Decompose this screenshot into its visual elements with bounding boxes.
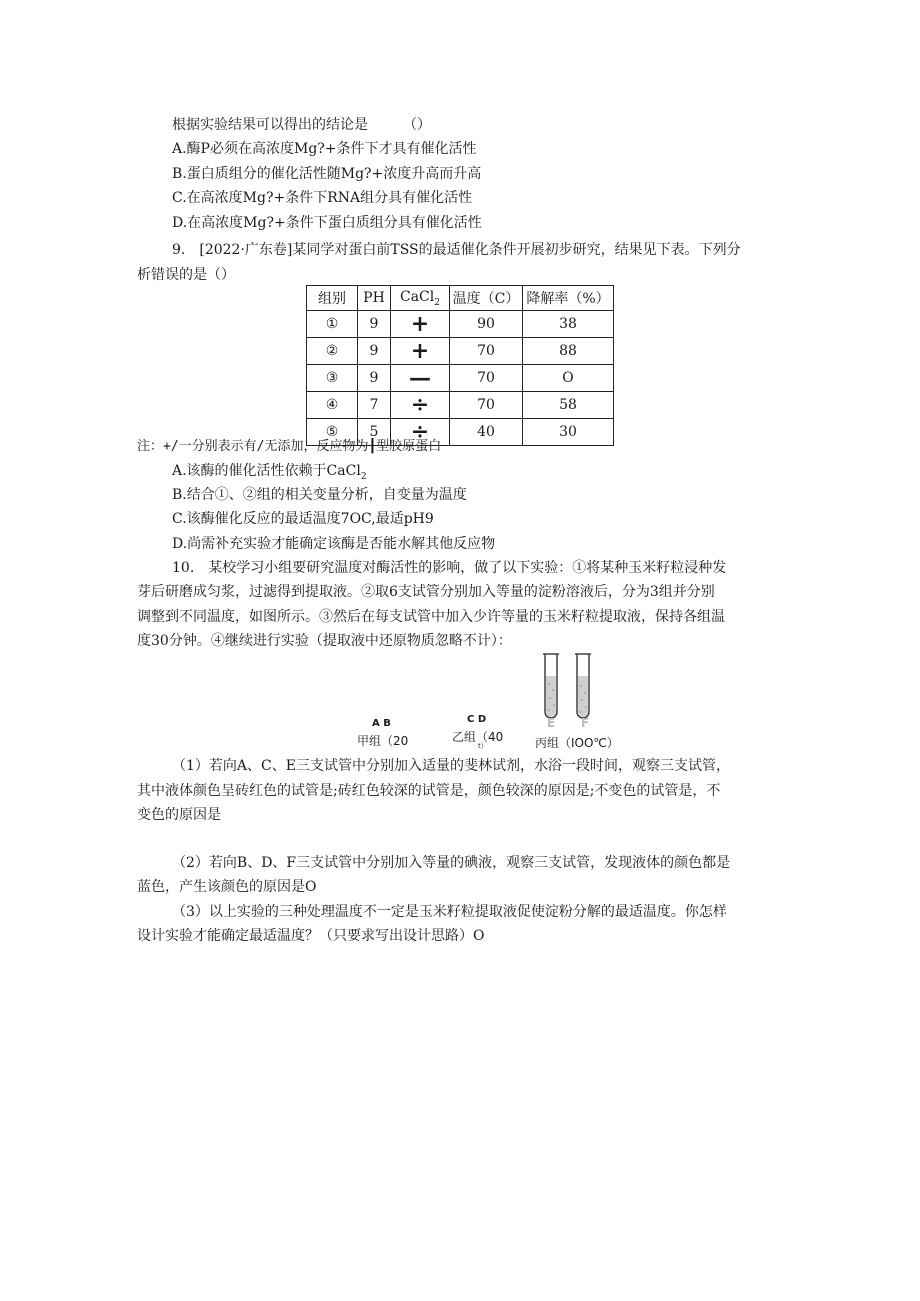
cell-degradation: O bbox=[523, 365, 614, 392]
cell-temperature: 70 bbox=[450, 365, 523, 392]
cell-group: ② bbox=[307, 338, 358, 365]
cell-ph: 7 bbox=[358, 392, 391, 419]
q9-stem-line2: 析错误的是（） bbox=[137, 267, 235, 283]
test-tubes-e-f-icon bbox=[535, 650, 605, 732]
header-group: 组别 bbox=[307, 286, 358, 311]
q10-sub2-line2: 蓝色，产生该颜色的原因是O bbox=[137, 879, 317, 895]
tube-e-label: E bbox=[547, 716, 556, 730]
header-ph: PH bbox=[358, 286, 391, 311]
q9-option-a: A.该酶的催化活性依赖于CaCl$_2$ bbox=[172, 463, 367, 482]
cell-ph: 9 bbox=[358, 311, 391, 338]
q10-stem-line2: 芽后研磨成匀浆，过滤得到提取液。②取6支试管分别加入等量的淀粉溶液后，分为3组并分别 bbox=[137, 584, 715, 600]
table-row bbox=[307, 338, 614, 365]
q10-sub1-line3: 变色的原因是 bbox=[137, 807, 221, 823]
group3-label: 丙组（IOO℃） bbox=[535, 736, 619, 750]
q9-stem-line1: 9. [2022·广东卷]某同学对蛋白前TSS的最适催化条件开展初步研究，结果见下表。下列分 bbox=[172, 242, 741, 258]
cell-group: ④ bbox=[307, 392, 358, 419]
cell-ph: 9 bbox=[358, 338, 391, 365]
cell-group: ③ bbox=[307, 365, 358, 392]
cell-degradation: 58 bbox=[523, 392, 614, 419]
group2-label-extra: t） bbox=[478, 742, 488, 750]
q10-sub2-line1: （2）若向B、D、F三支试管中分别加入等量的碘液，观察三支试管，发现液体的颜色都是 bbox=[172, 855, 731, 871]
q8-option-c: C.在高浓度Mg?+条件下RNA组分具有催化活性 bbox=[172, 190, 473, 206]
q8-option-b: B.蛋白质组分的催化活性随Mg?+浓度升高而升高 bbox=[172, 166, 482, 182]
cell-ph: 5 bbox=[358, 419, 391, 446]
cell-degradation: 38 bbox=[523, 311, 614, 338]
q9-table-note: 注：+/一分别表示有/无添加，反应物为┃型胶原蛋白 bbox=[137, 439, 442, 454]
tube-f-label: F bbox=[581, 716, 590, 730]
cell-group: ⑤ bbox=[307, 419, 358, 446]
cell-cacl2: ÷ bbox=[391, 419, 450, 446]
q10-stem-line3: 调整到不同温度，如图所示。③然后在每支试管中加入少许等量的玉米籽粒提取液，保持各组温 bbox=[137, 609, 725, 625]
table-header-row bbox=[307, 286, 614, 311]
header-temperature: 温度（C） bbox=[450, 286, 523, 311]
cell-degradation: 88 bbox=[523, 338, 614, 365]
group1-label: 甲组（20 bbox=[357, 734, 409, 748]
q8-option-a: A.酶P必须在高浓度Mg?+条件下才具有催化活性 bbox=[172, 141, 477, 157]
cell-cacl2: ÷ bbox=[391, 392, 450, 419]
q8-stem: 根据实验结果可以得出的结论是 （） bbox=[172, 117, 431, 133]
group1-tube-labels: A B bbox=[372, 718, 391, 729]
q9-option-c: C.该酶催化反应的最适温度7OC,最适pH9 bbox=[172, 511, 434, 527]
q9-option-d: D.尚需补充实验才能确定该酶是否能水解其他反应物 bbox=[172, 536, 496, 552]
cell-cacl2: + bbox=[391, 338, 450, 365]
q9-data-table bbox=[306, 285, 614, 446]
q10-stem-line1: 10. 某校学习小组要研究温度对酶活性的影响，做了以下实验：①将某种玉米籽粒浸种发 bbox=[172, 560, 727, 576]
table-row bbox=[307, 392, 614, 419]
cell-temperature: 40 bbox=[450, 419, 523, 446]
q9-option-b: B.结合①、②组的相关变量分析，自变量为温度 bbox=[172, 487, 467, 503]
cell-temperature: 70 bbox=[450, 338, 523, 365]
header-cacl2: CaCl$_2$ bbox=[391, 286, 450, 311]
q10-sub1-line1: （1）若向A、C、E三支试管中分别加入适量的斐林试剂，水浴一段时间，观察三支试管， bbox=[172, 758, 730, 774]
group2-label: 乙组（40 bbox=[452, 730, 504, 744]
table-row bbox=[307, 311, 614, 338]
q10-stem-line4: 度30分钟。④继续进行实验（提取液中还原物质忽略不计）： bbox=[137, 633, 512, 649]
cell-cacl2: — bbox=[391, 365, 450, 392]
cell-temperature: 70 bbox=[450, 392, 523, 419]
group2-tube-labels: C D bbox=[467, 714, 487, 725]
cell-ph: 9 bbox=[358, 365, 391, 392]
cell-group: ① bbox=[307, 311, 358, 338]
q10-sub3-line1: （3）以上实验的三种处理温度不一定是玉米籽粒提取液促使淀粉分解的最适温度。你怎样 bbox=[172, 904, 727, 920]
q10-sub1-line2: 其中液体颜色呈砖红色的试管是;砖红色较深的试管是，颜色较深的原因是;不变色的试管是，不 bbox=[137, 783, 721, 799]
cell-cacl2: + bbox=[391, 311, 450, 338]
cell-temperature: 90 bbox=[450, 311, 523, 338]
header-degradation: 降解率（%） bbox=[523, 286, 614, 311]
cell-degradation: 30 bbox=[523, 419, 614, 446]
table-row bbox=[307, 365, 614, 392]
q10-sub3-line2: 设计实验才能确定最适温度？（只要求写出设计思路）O bbox=[137, 928, 485, 944]
q8-option-d: D.在高浓度Mg?+条件下蛋白质组分具有催化活性 bbox=[172, 215, 482, 231]
